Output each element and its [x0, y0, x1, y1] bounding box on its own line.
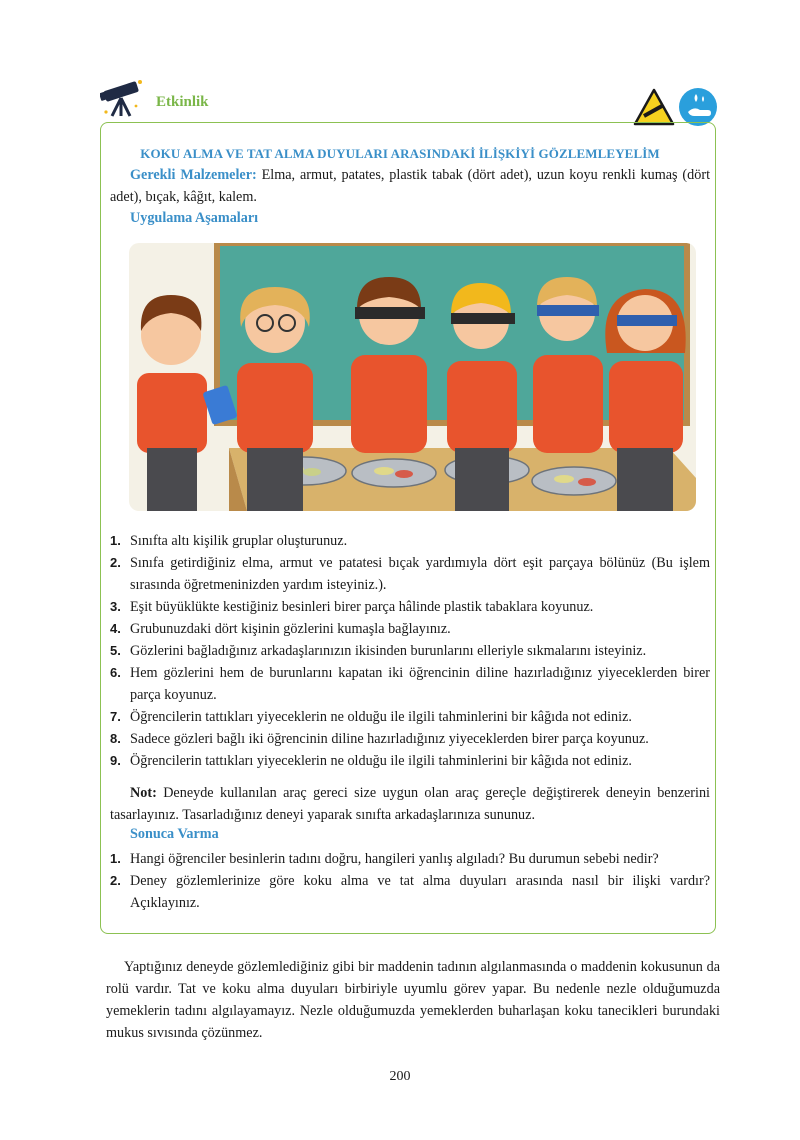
list-item: 7. Öğrencilerin tattıkları yiyeceklerin ne olduğu ile ilgili tahminlerini bir kâğıda not ediniz. [110, 709, 632, 725]
list-item: 3. Eşit büyüklükte kestiğiniz besinleri birer parça hâlinde plastik tabaklara koyunuz. [110, 599, 594, 615]
list-item: 6. Hem gözlerini hem de burunlarını kapatan iki öğrencinin diline hazırladığınız yiyeceklerden birer parça koyunuz. [110, 665, 710, 703]
blindfold [617, 315, 677, 326]
warning-triangle-icon [635, 90, 673, 124]
telescope-icon [100, 78, 144, 118]
list-item: 2. Sınıfa getirdiğiniz elma, armut ve patatesi bıçak yardımıyla dört eşit parçaya bölünüz (Bu işlem sırasında öğretmeninizden yardım isteyiniz.). [110, 555, 710, 593]
list-item: 5. Gözlerini bağladığınız arkadaşlarınızın ikisinden burunlarını elleriyle sıkmalarını isteyiniz. [110, 643, 647, 659]
activity-title: KOKU ALMA VE TAT ALMA DUYULARI ARASINDAKİ İLİŞKİYİ GÖZLEMLEYELİM [140, 146, 660, 161]
note-text: Deneyde kullanılan araç gereci size uygun olan araç gereçle değiştirerek deneyin benzerini tasarlayınız. Tasarladığınız deneyi yaparak sınıfta arkadaşlarınıza sununuz. [110, 785, 710, 823]
page-number: 200 [389, 1069, 411, 1084]
materials-label: Gerekli Malzemeler: [130, 167, 257, 183]
blindfolded-student-pinching-nose [533, 277, 603, 453]
list-item: 1. Sınıfta altı kişilik gruplar oluşturunuz. [110, 533, 348, 549]
materials-paragraph [110, 164, 710, 208]
student-with-glasses [237, 287, 313, 511]
conclusion-heading: Sonuca Varma [130, 826, 219, 842]
activity-label: Etkinlik [156, 94, 209, 110]
note-label: Not: [130, 785, 157, 801]
list-item: 4. Grubunuzdaki dört kişinin gözlerini kumaşla bağlayınız. [110, 621, 451, 637]
plate [352, 459, 436, 487]
blindfold [537, 305, 599, 316]
closing-paragraph: Yaptığınız deneyde gözlemlediğiniz gibi bir maddenin tadının algılanmasında o maddenin kokusunun da rolü vardır. Tat ve koku alma duyuları birbiriyle uyumlu görev yapar. Bu nedenle nezle olduğumuzda yemeklerin tadını algılayamayız. Nezle olduğumuzda yemeklerden buharlaşan koku tanecikleri burundaki mukus sıvısında çözünmez. [106, 959, 720, 1041]
blindfolded-student [351, 277, 427, 453]
blindfold [355, 307, 425, 319]
classroom-illustration [129, 243, 696, 511]
steps-heading: Uygulama Aşamaları [130, 210, 259, 226]
list-item: 8. Sadece gözleri bağlı iki öğrencinin diline hazırladığınız yiyeceklerden birer parça koyunuz. [110, 731, 649, 747]
questions-list [110, 848, 710, 914]
hand-wash-icon [679, 88, 717, 126]
list-item: 1. Hangi öğrenciler besinlerin tadını doğru, hangileri yanlış algıladı? Bu durumun sebebi nedir? [110, 851, 659, 867]
note-paragraph [110, 782, 710, 826]
blindfolded-student [447, 283, 517, 511]
steps-list [110, 530, 710, 772]
list-item: 9. Öğrencilerin tattıkları yiyeceklerin ne olduğu ile ilgili tahminlerini bir kâğıda not ediniz. [110, 753, 632, 769]
plate [532, 467, 616, 495]
list-item: 2. Deney gözlemlerinize göre koku alma ve tat alma duyuları arasında nasıl bir ilişki vardır? Açıklayınız. [110, 873, 710, 911]
materials-text: Elma, armut, patates, plastik tabak (dört adet), uzun koyu renkli kumaş (dört adet), bıçak, kâğıt, kalem. [110, 167, 711, 205]
blindfold [451, 313, 515, 324]
